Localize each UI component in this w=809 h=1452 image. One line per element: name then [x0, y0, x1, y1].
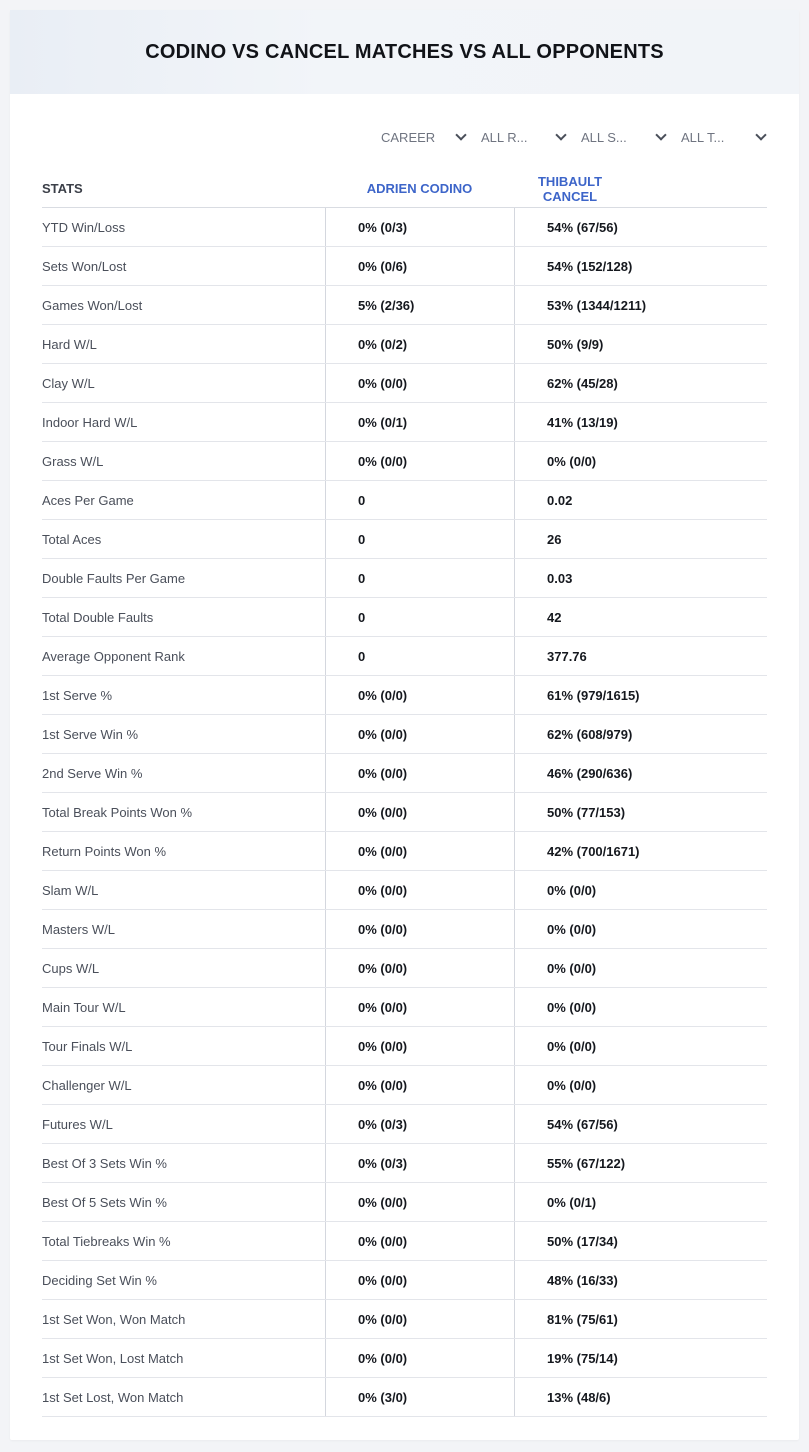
player1-value: 0% (0/0) [325, 442, 514, 480]
stat-label: Games Won/Lost [42, 297, 143, 313]
player2-value: 0.03 [514, 559, 767, 597]
table-row [42, 1066, 767, 1105]
table-row [42, 1144, 767, 1183]
player2-value: 62% (608/979) [514, 715, 767, 753]
player2-value: 26 [514, 520, 767, 558]
stat-label: Slam W/L [42, 882, 99, 898]
player2-value: 54% (152/128) [514, 247, 767, 285]
stat-label: Best Of 3 Sets Win % [42, 1155, 167, 1171]
player1-value: 0% (0/0) [325, 1027, 514, 1065]
column-header-player2-wrap [514, 174, 767, 204]
player2-value: 61% (979/1615) [514, 676, 767, 714]
player1-value: 0% (0/0) [325, 364, 514, 402]
player1-value: 0 [325, 520, 514, 558]
stat-label: Indoor Hard W/L [42, 414, 138, 430]
stat-label: Cups W/L [42, 960, 100, 976]
player1-value: 0% (0/6) [325, 247, 514, 285]
player1-value: 0% (0/0) [325, 871, 514, 909]
player2-value: 55% (67/122) [514, 1144, 767, 1182]
stat-label: Total Aces [42, 531, 102, 547]
player2-value: 0% (0/0) [514, 988, 767, 1026]
player1-value: 0% (0/0) [325, 988, 514, 1026]
stat-label: Main Tour W/L [42, 999, 126, 1015]
player1-value: 0% (0/0) [325, 1261, 514, 1299]
stat-label: Best Of 5 Sets Win % [42, 1194, 167, 1210]
stat-label: Total Tiebreaks Win % [42, 1233, 171, 1249]
stat-label: Challenger W/L [42, 1077, 132, 1093]
player2-value: 54% (67/56) [514, 208, 767, 246]
player1-value: 0 [325, 598, 514, 636]
stat-label: Average Opponent Rank [42, 648, 185, 664]
column-header-stats: STATS [42, 181, 83, 196]
player1-value: 0% (0/0) [325, 1066, 514, 1104]
table-row [42, 559, 767, 598]
filter-bar [367, 126, 767, 148]
player1-value: 0% (0/0) [325, 754, 514, 792]
player2-value: 42% (700/1671) [514, 832, 767, 870]
stat-label: Aces Per Game [42, 492, 134, 508]
table-row [42, 988, 767, 1027]
player2-value: 53% (1344/1211) [514, 286, 767, 324]
table-row [42, 481, 767, 520]
player2-value: 0% (0/0) [514, 1027, 767, 1065]
player1-value: 5% (2/36) [325, 286, 514, 324]
stat-label: 1st Serve Win % [42, 726, 139, 742]
chevron-down-icon [555, 129, 566, 140]
stat-label: Masters W/L [42, 921, 115, 937]
table-body [42, 208, 767, 1417]
table-row [42, 1027, 767, 1066]
filter-round-select[interactable] [467, 126, 567, 148]
stat-label: Total Break Points Won % [42, 804, 193, 820]
column-header-player2[interactable]: THIBAULT CANCEL [537, 173, 603, 204]
player2-value: 0% (0/0) [514, 910, 767, 948]
player2-value: 81% (75/61) [514, 1300, 767, 1338]
player2-value: 0% (0/0) [514, 949, 767, 987]
chevron-down-icon [755, 129, 766, 140]
player2-value: 46% (290/636) [514, 754, 767, 792]
stat-label: 1st Set Lost, Won Match [42, 1389, 184, 1405]
filter-surface-label: ALL S... [581, 129, 627, 145]
table-row [42, 247, 767, 286]
table-row [42, 598, 767, 637]
player1-value: 0% (0/0) [325, 1339, 514, 1377]
table-row [42, 754, 767, 793]
player2-value: 54% (67/56) [514, 1105, 767, 1143]
player1-value: 0% (0/3) [325, 1105, 514, 1143]
player2-value: 0% (0/0) [514, 442, 767, 480]
page-title: CODINO VS CANCEL MATCHES VS ALL OPPONENTS [145, 40, 664, 63]
player2-value: 377.76 [514, 637, 767, 675]
stat-label: Hard W/L [42, 336, 97, 352]
stats-card [10, 10, 799, 1440]
stat-label: 1st Set Won, Won Match [42, 1311, 186, 1327]
player1-value: 0% (0/1) [325, 403, 514, 441]
player1-value: 0% (0/0) [325, 1222, 514, 1260]
stat-label: YTD Win/Loss [42, 219, 126, 235]
player2-value: 50% (77/153) [514, 793, 767, 831]
stat-label: Total Double Faults [42, 609, 154, 625]
table-row [42, 949, 767, 988]
player1-value: 0% (0/0) [325, 676, 514, 714]
card-header [10, 10, 799, 94]
player1-value: 0% (0/0) [325, 715, 514, 753]
table-row [42, 715, 767, 754]
stat-label: Futures W/L [42, 1116, 113, 1132]
stat-label: Deciding Set Win % [42, 1272, 157, 1288]
player2-value: 50% (9/9) [514, 325, 767, 363]
stat-label: Tour Finals W/L [42, 1038, 133, 1054]
stat-label: Clay W/L [42, 375, 95, 391]
player2-value: 42 [514, 598, 767, 636]
table-row [42, 1183, 767, 1222]
player1-value: 0% (0/0) [325, 949, 514, 987]
table-row [42, 910, 767, 949]
player1-value: 0% (0/3) [325, 208, 514, 246]
table-row [42, 1222, 767, 1261]
player1-value: 0 [325, 559, 514, 597]
player2-value: 41% (13/19) [514, 403, 767, 441]
player1-value: 0 [325, 637, 514, 675]
player1-value: 0% (3/0) [325, 1378, 514, 1416]
table-row [42, 520, 767, 559]
table-row [42, 1378, 767, 1417]
player1-value: 0% (0/0) [325, 832, 514, 870]
player2-value: 0% (0/0) [514, 871, 767, 909]
player1-value: 0% (0/0) [325, 1183, 514, 1221]
player1-value: 0% (0/0) [325, 910, 514, 948]
filter-round-label: ALL R... [481, 129, 528, 145]
table-row [42, 1105, 767, 1144]
stat-label: 2nd Serve Win % [42, 765, 143, 781]
filter-period-label: CAREER [381, 129, 436, 145]
stat-label: 1st Serve % [42, 687, 113, 703]
table-row [42, 364, 767, 403]
table-row [42, 637, 767, 676]
table-row [42, 832, 767, 871]
table-row [42, 1300, 767, 1339]
player2-value: 0% (0/0) [514, 1066, 767, 1104]
table-row [42, 286, 767, 325]
player2-value: 0% (0/1) [514, 1183, 767, 1221]
player2-value: 19% (75/14) [514, 1339, 767, 1377]
player2-value: 0.02 [514, 481, 767, 519]
filter-tournament-select[interactable] [667, 126, 767, 148]
table-row [42, 1261, 767, 1300]
player2-value: 50% (17/34) [514, 1222, 767, 1260]
player1-value: 0% (0/0) [325, 793, 514, 831]
table-row [42, 442, 767, 481]
table-row [42, 1339, 767, 1378]
chevron-down-icon [455, 129, 466, 140]
column-header-player1[interactable]: ADRIEN CODINO [366, 181, 473, 196]
filter-surface-select[interactable] [567, 126, 667, 148]
table-header [42, 170, 767, 208]
table-row [42, 676, 767, 715]
player1-value: 0% (0/0) [325, 1300, 514, 1338]
table-row [42, 208, 767, 247]
player1-value: 0 [325, 481, 514, 519]
stat-label: Sets Won/Lost [42, 258, 127, 274]
chevron-down-icon [655, 129, 666, 140]
filter-period-select[interactable] [367, 126, 467, 148]
player2-value: 62% (45/28) [514, 364, 767, 402]
table-row [42, 325, 767, 364]
stat-label: Return Points Won % [42, 843, 167, 859]
stats-table [42, 170, 767, 1417]
stat-label: Double Faults Per Game [42, 570, 186, 586]
stat-label: 1st Set Won, Lost Match [42, 1350, 184, 1366]
player1-value: 0% (0/2) [325, 325, 514, 363]
player2-value: 48% (16/33) [514, 1261, 767, 1299]
filter-tournament-label: ALL T... [681, 129, 725, 145]
player1-value: 0% (0/3) [325, 1144, 514, 1182]
table-row [42, 871, 767, 910]
player2-value: 13% (48/6) [514, 1378, 767, 1416]
table-row [42, 793, 767, 832]
table-row [42, 403, 767, 442]
stat-label: Grass W/L [42, 453, 104, 469]
